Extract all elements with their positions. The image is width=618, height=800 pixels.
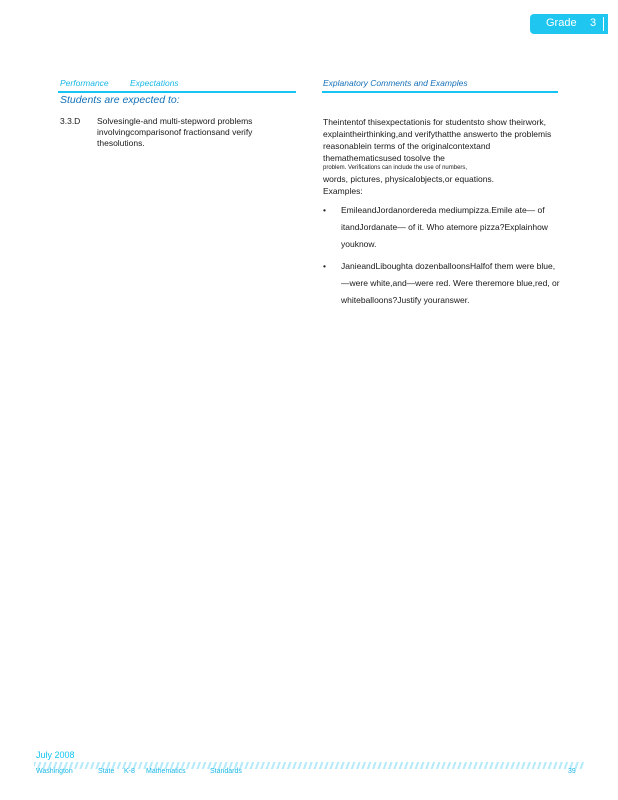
example-item: [323, 258, 563, 309]
explanation-column: [323, 116, 563, 309]
footer-date: July 2008: [36, 750, 75, 760]
footer-state: State: [98, 768, 115, 775]
header-explanatory: Explanatory Comments and Examples: [323, 78, 468, 88]
right-divider: [322, 91, 558, 93]
header-performance: Performance: [60, 78, 109, 88]
page-number: 39: [568, 768, 576, 775]
footer-decorative-band: [34, 762, 584, 769]
examples-label: Examples:: [323, 186, 363, 196]
bullet-icon: •: [323, 261, 326, 271]
standard-text: Solvesingle-and multi-stepword problems involvingcomparisonof fractionsand verify thesolutions.: [97, 116, 253, 148]
footer-standards: Standards: [210, 768, 242, 775]
example-text: EmileandJordanordereda mediumpizza.Emile ate— of itandJordanate— of it. Who atemore pizza?Explainhow youknow.: [341, 205, 548, 249]
footer-washington: Washington: [36, 768, 73, 775]
grade-number: 3: [590, 17, 597, 29]
example-item: [323, 202, 563, 253]
grade-tab: [530, 14, 608, 34]
explanation-continued: words, pictures, physicalobjects,or equations.: [323, 174, 495, 184]
footer-mathematics: Mathematics: [146, 768, 186, 775]
students-expected-heading: Students are expected to:: [60, 94, 180, 106]
left-divider: [58, 91, 296, 93]
standard-id: 3.3.D: [60, 116, 81, 126]
bullet-icon: •: [323, 205, 326, 215]
explanation-intro: Theintentof thisexpectationis for studentsto show theirwork, explaintheirthinking,and verifythatthe answerto the problemis reasonablein terms of the originalcontextand themathematicsused tosolve the: [323, 117, 552, 163]
explanation-small-text: problem. Verifications can include the use of numbers,: [323, 165, 468, 171]
header-expectations: Expectations: [130, 78, 179, 88]
example-text: JanieandLiboughta dozenballoonsHalfof them were blue,—were white,and—were red. Were theremore blue,red, or whiteballoons?Justify youranswer.: [341, 261, 560, 305]
footer-grades: K-8: [124, 768, 135, 775]
grade-label: Grade: [546, 17, 577, 29]
